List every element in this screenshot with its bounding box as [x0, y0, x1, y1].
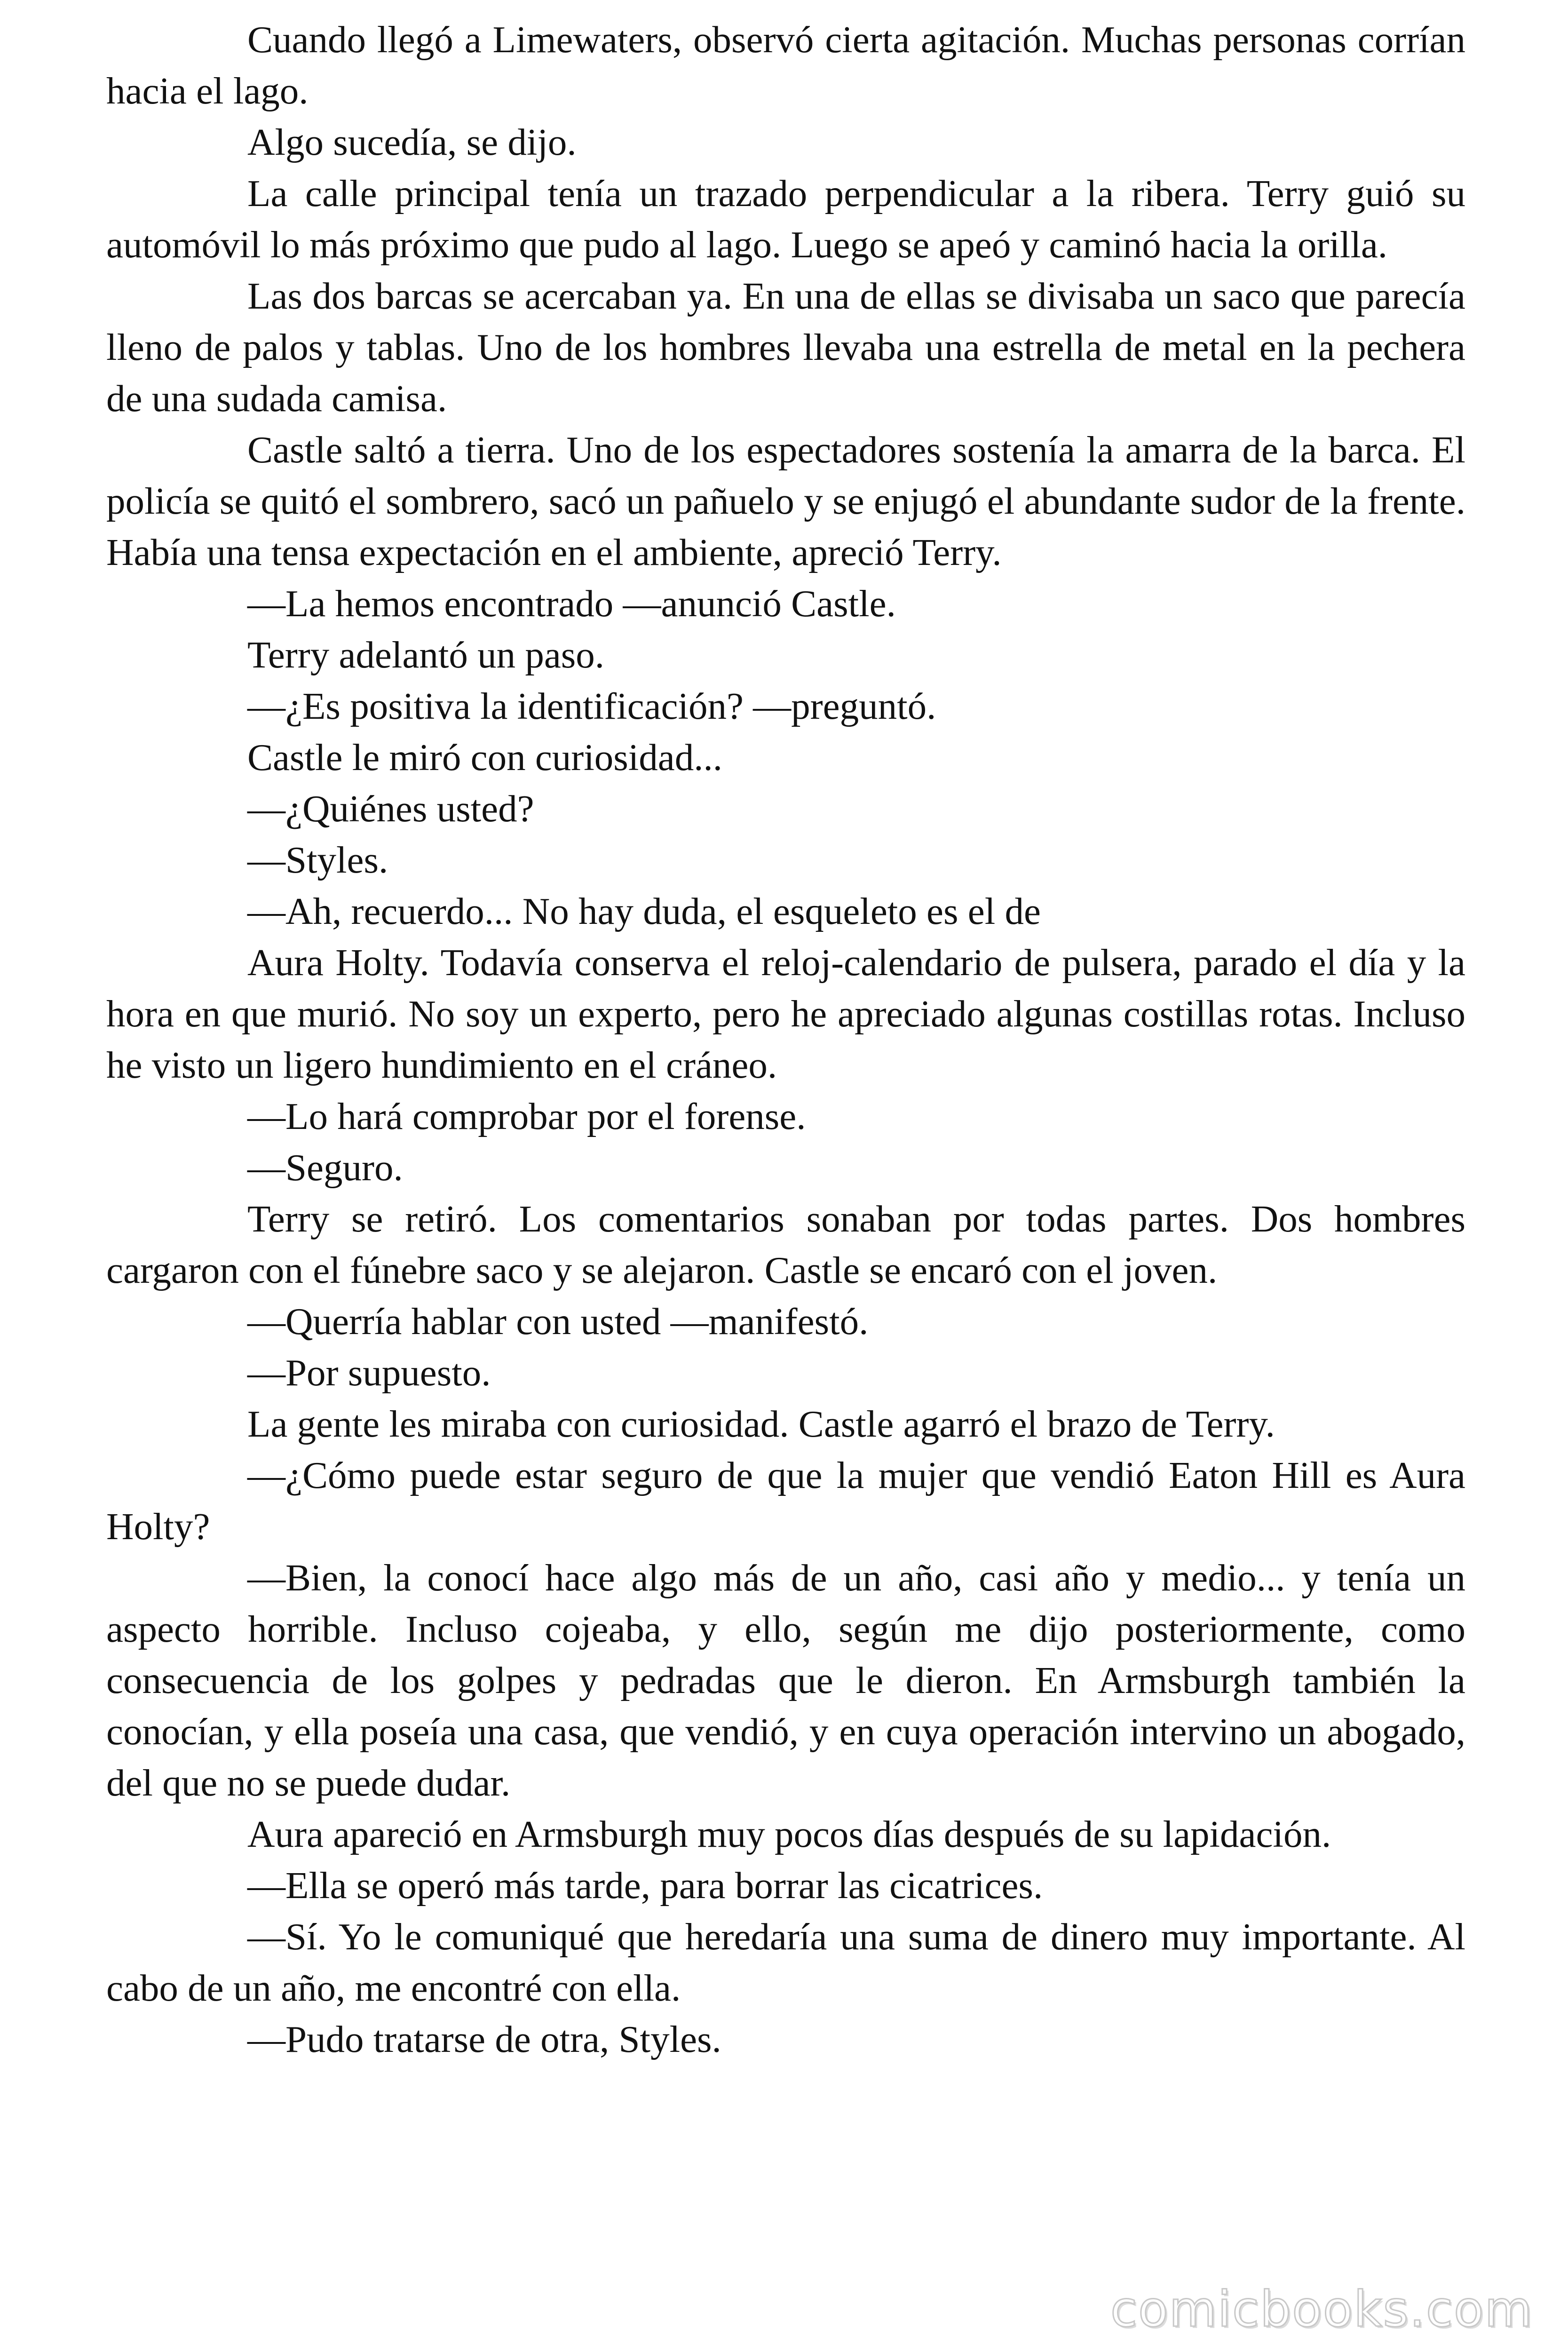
paragraph: —Lo hará comprobar por el forense.: [247, 1095, 806, 1137]
paragraph: —Pudo tratarse de otra, Styles.: [247, 2018, 721, 2060]
page-text: [106, 14, 1465, 2065]
paragraph: —Ah, recuerdo... No hay duda, el esqueleto es el de: [247, 890, 1041, 932]
paragraph: —Styles.: [247, 839, 388, 881]
paragraph: —Sí. Yo le comuniqué que heredaría una suma de dinero muy importante. Al cabo de un año, me encontré con ella.: [106, 1915, 1465, 2009]
watermark: comicbooks.com: [1110, 2280, 1533, 2338]
paragraph: Terry adelantó un paso.: [247, 634, 605, 676]
paragraph: —¿Es positiva la identificación? —preguntó.: [247, 685, 936, 727]
paragraph: —Bien, la conocí hace algo más de un año, casi año y medio... y tenía un aspecto horrible. Incluso cojeaba, y ello, según me dijo posteriormente, como consecuencia de los golpes y pedradas que le dieron. En Armsburgh también la conocían, y ella poseía una casa, que vendió, y en cuya operación intervino un abogado, del que no se puede dudar.: [106, 1557, 1465, 1804]
paragraph: —La hemos encontrado —anunció Castle.: [247, 582, 896, 625]
paragraph: —¿Cómo puede estar seguro de que la mujer que vendió Eaton Hill es Aura Holty?: [106, 1454, 1465, 1548]
paragraph: —Ella se operó más tarde, para borrar las cicatrices.: [247, 1864, 1043, 1907]
paragraph: —Seguro.: [247, 1146, 403, 1189]
paragraph: Castle le miró con curiosidad...: [247, 736, 723, 779]
paragraph: —Querría hablar con usted —manifestó.: [247, 1300, 869, 1343]
paragraph: Cuando llegó a Limewaters, observó cierta agitación. Muchas personas corrían hacia el lago.: [106, 18, 1465, 112]
paragraph: Las dos barcas se acercaban ya. En una de ellas se divisaba un saco que parecía lleno de palos y tablas. Uno de los hombres llevaba una estrella de metal en la pechera de una sudada camisa.: [106, 275, 1465, 420]
paragraph: La calle principal tenía un trazado perpendicular a la ribera. Terry guió su automóvil lo más próximo que pudo al lago. Luego se apeó y caminó hacia la orilla.: [106, 172, 1465, 266]
paragraph: La gente les miraba con curiosidad. Castle agarró el brazo de Terry.: [247, 1403, 1275, 1445]
paragraph: Castle saltó a tierra. Uno de los espectadores sostenía la amarra de la barca. El policía se quitó el sombrero, sacó un pañuelo y se enjugó el abundante sudor de la frente. Había una tensa expectación en el ambiente, apreció Terry.: [106, 429, 1465, 573]
paragraph: —¿Quiénes usted?: [247, 787, 534, 830]
paragraph: —Por supuesto.: [247, 1351, 491, 1394]
paragraph: Aura Holty. Todavía conserva el reloj-calendario de pulsera, parado el día y la hora en que murió. No soy un experto, pero he apreciado algunas costillas rotas. Incluso he visto un ligero hundimiento en el cráneo.: [106, 941, 1465, 1086]
paragraph: Terry se retiró. Los comentarios sonaban por todas partes. Dos hombres cargaron con el fúnebre saco y se alejaron. Castle se encaró con el joven.: [106, 1198, 1465, 1291]
paragraph: Aura apareció en Armsburgh muy pocos días después de su lapidación.: [247, 1813, 1331, 1855]
paragraph: Algo sucedía, se dijo.: [247, 121, 577, 163]
